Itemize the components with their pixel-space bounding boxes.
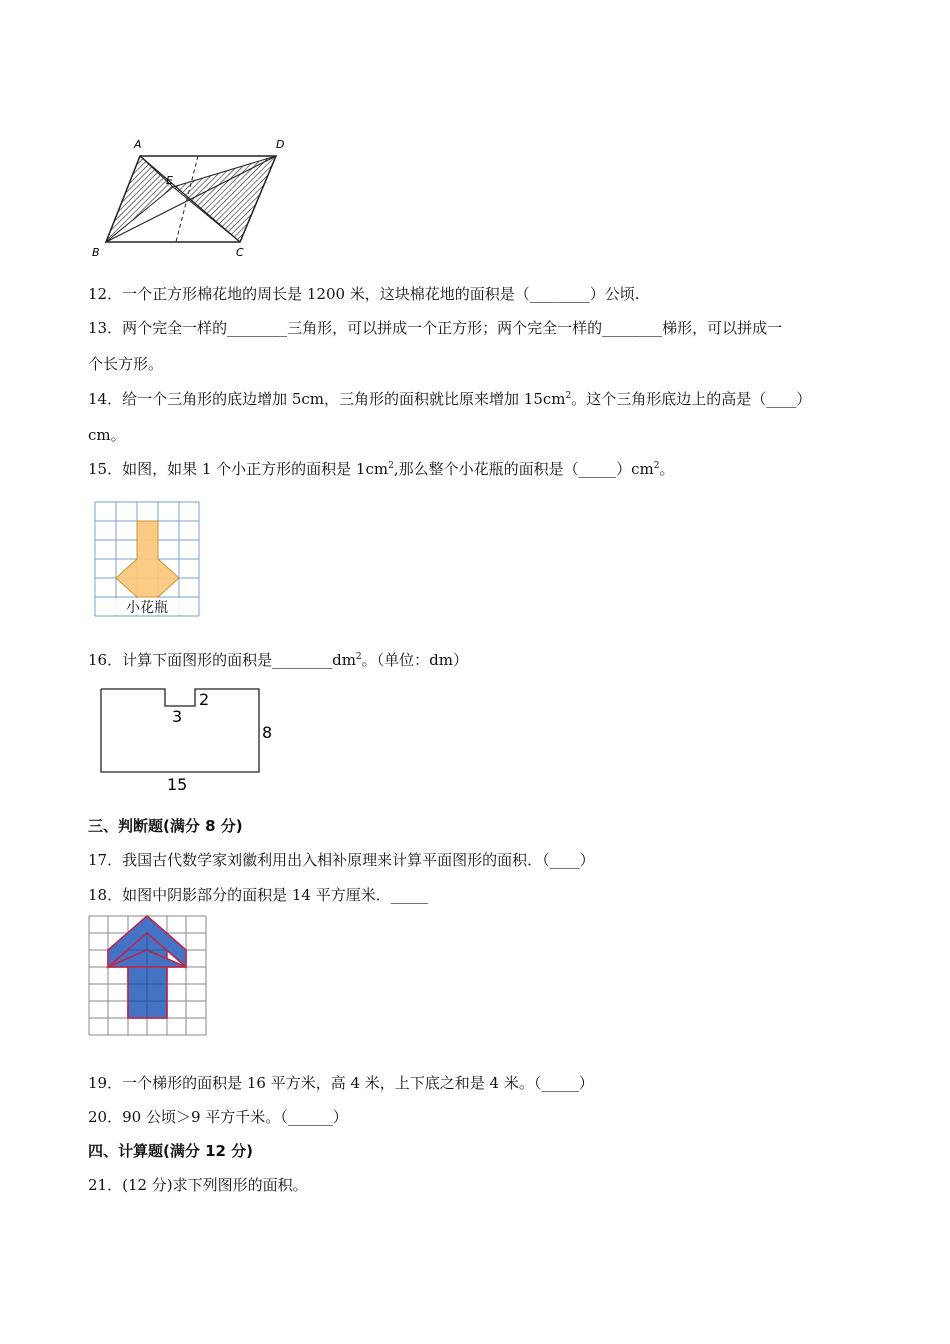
- question-21: 21．(12 分)求下列图形的面积。: [88, 1176, 308, 1194]
- label-notch-width: 3: [172, 707, 183, 726]
- question-14-line1: 14．给一个三角形的底边增加 5cm，三角形的面积就比原来增加 $15cm^2$。这个三角形底边上的高是（____）: [88, 390, 812, 408]
- question-14-line2: cm。: [88, 426, 126, 444]
- label-a: A: [134, 138, 142, 151]
- section-3-title: 三、判断题(满分 8 分): [88, 817, 243, 835]
- arrow-grid-figure: [88, 915, 208, 1039]
- notched-rectangle-figure: [95, 684, 285, 796]
- label-height: 8: [262, 723, 273, 742]
- question-12: 12．一个正方形棉花地的周长是 1200 米，这块棉花地的面积是（________）公顷.: [88, 285, 640, 303]
- question-18: 18．如图中阴影部分的面积是 14 平方厘米．_____: [88, 886, 429, 904]
- parallelogram-figure: [90, 132, 300, 264]
- question-13-line1: 13．两个完全一样的________三角形，可以拼成一个正方形；两个完全一样的________梯形，可以拼成一: [88, 319, 783, 337]
- question-19: 19．一个梯形的面积是 16 平方米，高 4 米，上下底之和是 4 米。（_____）: [88, 1074, 594, 1092]
- label-b: B: [92, 246, 100, 259]
- label-d: D: [276, 138, 285, 151]
- section-4-title: 四、计算题(满分 12 分): [88, 1142, 254, 1160]
- shaded-triangle-left: [106, 156, 173, 242]
- label-c: C: [236, 246, 244, 259]
- vase-grid-figure: [93, 500, 201, 618]
- question-15: 15．如图，如果 1 个小正方形的面积是 $1cm^2$,那么整个小花瓶的面积是$(\_\_\_\_\_)cm^2$。: [88, 460, 675, 478]
- vase-caption: 小花瓶: [126, 600, 168, 616]
- question-17: 17．我国古代数学家刘徽利用出入相补原理来计算平面图形的面积．（____）: [88, 851, 595, 869]
- label-notch-depth: 2: [199, 690, 210, 709]
- label-width: 15: [167, 775, 188, 794]
- arrow-shaft: [128, 967, 167, 1018]
- notched-rectangle-outline: [101, 689, 259, 772]
- label-e: E: [166, 174, 173, 187]
- question-13-line2: 个长方形。: [88, 355, 164, 373]
- question-20: 20．90 公顷＞9 平方千米。（______）: [88, 1108, 348, 1126]
- question-16: 16．计算下面图形的面积是$\_\_\_\_\_\_\_\_dm^2$。（单位：dm）: [88, 651, 468, 669]
